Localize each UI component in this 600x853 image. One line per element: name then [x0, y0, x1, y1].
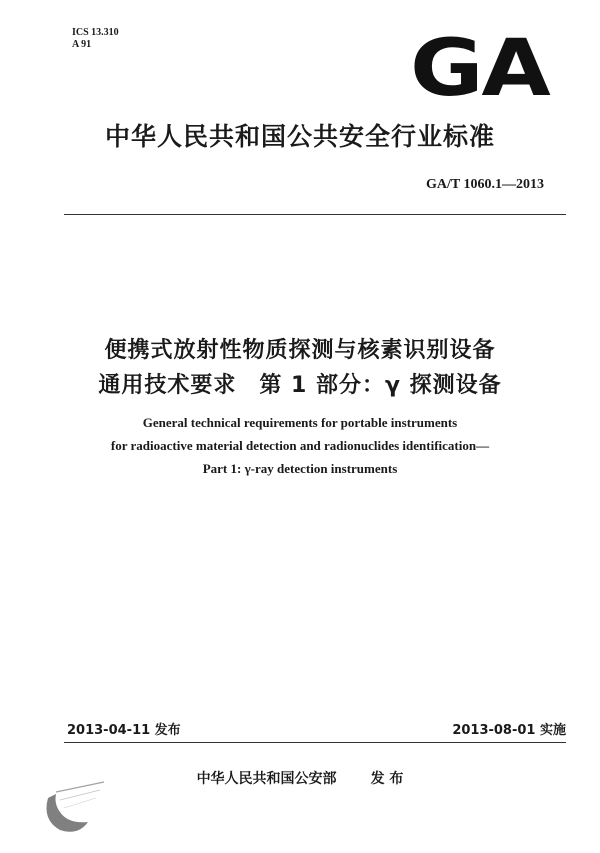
implement-date: 2013-08-01 实施 [452, 723, 566, 738]
ga-logo: GA [410, 24, 549, 114]
ics-classification [72, 27, 119, 51]
english-title-line-1: General technical requirements for portable instruments [142, 415, 458, 430]
chinese-title-line-1: 便携式放射性物质探测与核素识别设备 [104, 338, 496, 363]
standard-code: GA/T 1060.1—2013 [426, 177, 544, 192]
english-title-line-3: Part 1: γ-ray detection instruments [202, 461, 398, 476]
footer-divider [64, 742, 566, 743]
ics-code: ICS 13.310 [72, 27, 119, 38]
ccs-code: A 91 [72, 39, 92, 50]
chinese-title-line-2: 通用技术要求 第 1 部分：γ 探测设备 [98, 373, 502, 398]
issuer-action: 发 布 [370, 771, 404, 787]
header-divider [64, 214, 566, 215]
standard-category-title: 中华人民共和国公共安全行业标准 [104, 122, 495, 151]
english-title-line-2: for radioactive material detection and radionuclides identification— [110, 438, 490, 453]
issuer-name: 中华人民共和国公安部 [196, 771, 337, 787]
watermark-seal-icon [38, 778, 110, 836]
publish-date: 2013-04-11 发布 [67, 723, 181, 738]
